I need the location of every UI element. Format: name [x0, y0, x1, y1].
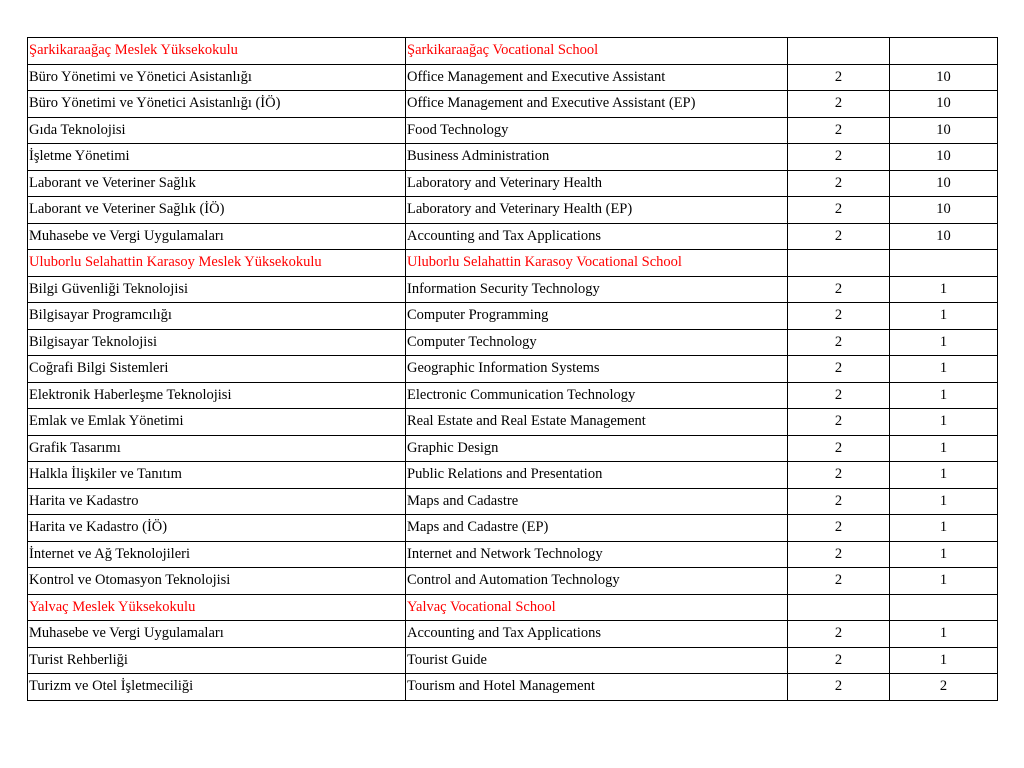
- school-name-english: Yalvaç Vocational School: [406, 594, 788, 621]
- empty-cell: [890, 38, 998, 65]
- quota-cell: 2: [890, 674, 998, 701]
- table-row: [28, 223, 998, 250]
- school-name-turkish: Uluborlu Selahattin Karasoy Meslek Yüksekokulu: [28, 250, 406, 277]
- school-name-english: Şarkikaraağaç Vocational School: [406, 38, 788, 65]
- table-row: [28, 435, 998, 462]
- duration-years-cell: 2: [788, 647, 890, 674]
- table-row: [28, 197, 998, 224]
- program-name-english: Real Estate and Real Estate Management: [406, 409, 788, 436]
- quota-cell: 1: [890, 382, 998, 409]
- quota-cell: 10: [890, 170, 998, 197]
- table-row: [28, 303, 998, 330]
- table-row: [28, 170, 998, 197]
- duration-years-cell: 2: [788, 303, 890, 330]
- program-name-turkish: İnternet ve Ağ Teknolojileri: [28, 541, 406, 568]
- program-name-english: Electronic Communication Technology: [406, 382, 788, 409]
- program-name-turkish: Muhasebe ve Vergi Uygulamaları: [28, 621, 406, 648]
- quota-cell: 10: [890, 223, 998, 250]
- program-name-english: Office Management and Executive Assistant: [406, 64, 788, 91]
- duration-years-cell: 2: [788, 197, 890, 224]
- quota-cell: 10: [890, 91, 998, 118]
- quota-cell: 10: [890, 197, 998, 224]
- program-name-turkish: Halkla İlişkiler ve Tanıtım: [28, 462, 406, 489]
- school-header-row: [28, 250, 998, 277]
- duration-years-cell: 2: [788, 64, 890, 91]
- program-quota-table: [27, 37, 998, 701]
- table-row: [28, 382, 998, 409]
- duration-years-cell: 2: [788, 674, 890, 701]
- quota-cell: 10: [890, 64, 998, 91]
- program-name-turkish: Turist Rehberliği: [28, 647, 406, 674]
- duration-years-cell: 2: [788, 276, 890, 303]
- program-name-english: Public Relations and Presentation: [406, 462, 788, 489]
- table-row: [28, 462, 998, 489]
- duration-years-cell: 2: [788, 621, 890, 648]
- table-row: [28, 117, 998, 144]
- program-name-english: Tourism and Hotel Management: [406, 674, 788, 701]
- empty-cell: [890, 250, 998, 277]
- school-name-turkish: Şarkikaraağaç Meslek Yüksekokulu: [28, 38, 406, 65]
- duration-years-cell: 2: [788, 568, 890, 595]
- school-name-english: Uluborlu Selahattin Karasoy Vocational School: [406, 250, 788, 277]
- duration-years-cell: 2: [788, 462, 890, 489]
- duration-years-cell: 2: [788, 223, 890, 250]
- program-name-turkish: Büro Yönetimi ve Yönetici Asistanlığı: [28, 64, 406, 91]
- program-name-english: Accounting and Tax Applications: [406, 223, 788, 250]
- table-row: [28, 91, 998, 118]
- program-name-turkish: Laborant ve Veteriner Sağlık: [28, 170, 406, 197]
- duration-years-cell: 2: [788, 91, 890, 118]
- table-row: [28, 64, 998, 91]
- program-name-english: Laboratory and Veterinary Health (EP): [406, 197, 788, 224]
- empty-cell: [788, 594, 890, 621]
- empty-cell: [788, 250, 890, 277]
- duration-years-cell: 2: [788, 382, 890, 409]
- duration-years-cell: 2: [788, 117, 890, 144]
- table-row: [28, 515, 998, 542]
- quota-cell: 10: [890, 144, 998, 171]
- table-row: [28, 356, 998, 383]
- duration-years-cell: 2: [788, 541, 890, 568]
- table-row: [28, 488, 998, 515]
- program-name-english: Office Management and Executive Assistant (EP): [406, 91, 788, 118]
- table-row: [28, 329, 998, 356]
- program-name-turkish: Muhasebe ve Vergi Uygulamaları: [28, 223, 406, 250]
- quota-cell: 1: [890, 647, 998, 674]
- quota-cell: 1: [890, 303, 998, 330]
- program-name-turkish: Coğrafi Bilgi Sistemleri: [28, 356, 406, 383]
- table-row: [28, 409, 998, 436]
- program-name-english: Computer Technology: [406, 329, 788, 356]
- duration-years-cell: 2: [788, 515, 890, 542]
- program-name-turkish: Laborant ve Veteriner Sağlık (İÖ): [28, 197, 406, 224]
- table-row: [28, 568, 998, 595]
- quota-cell: 1: [890, 409, 998, 436]
- program-name-turkish: Büro Yönetimi ve Yönetici Asistanlığı (İÖ): [28, 91, 406, 118]
- program-name-turkish: Elektronik Haberleşme Teknolojisi: [28, 382, 406, 409]
- duration-years-cell: 2: [788, 409, 890, 436]
- table-row: [28, 144, 998, 171]
- program-name-english: Graphic Design: [406, 435, 788, 462]
- program-name-turkish: Bilgisayar Teknolojisi: [28, 329, 406, 356]
- program-name-turkish: Bilgi Güvenliği Teknolojisi: [28, 276, 406, 303]
- empty-cell: [788, 38, 890, 65]
- quota-cell: 1: [890, 276, 998, 303]
- program-name-turkish: Bilgisayar Programcılığı: [28, 303, 406, 330]
- duration-years-cell: 2: [788, 488, 890, 515]
- program-name-english: Maps and Cadastre: [406, 488, 788, 515]
- school-name-turkish: Yalvaç Meslek Yüksekokulu: [28, 594, 406, 621]
- program-name-turkish: Gıda Teknolojisi: [28, 117, 406, 144]
- program-name-english: Control and Automation Technology: [406, 568, 788, 595]
- quota-cell: 1: [890, 435, 998, 462]
- quota-cell: 1: [890, 621, 998, 648]
- table-body: [28, 38, 998, 701]
- duration-years-cell: 2: [788, 170, 890, 197]
- document-page: [27, 37, 998, 701]
- quota-cell: 1: [890, 541, 998, 568]
- table-row: [28, 541, 998, 568]
- quota-cell: 1: [890, 462, 998, 489]
- program-name-turkish: Emlak ve Emlak Yönetimi: [28, 409, 406, 436]
- duration-years-cell: 2: [788, 329, 890, 356]
- quota-cell: 1: [890, 356, 998, 383]
- quota-cell: 1: [890, 488, 998, 515]
- table-row: [28, 674, 998, 701]
- program-name-turkish: Harita ve Kadastro: [28, 488, 406, 515]
- quota-cell: 1: [890, 329, 998, 356]
- school-header-row: [28, 38, 998, 65]
- empty-cell: [890, 594, 998, 621]
- program-name-english: Food Technology: [406, 117, 788, 144]
- program-name-turkish: Grafik Tasarımı: [28, 435, 406, 462]
- program-name-english: Laboratory and Veterinary Health: [406, 170, 788, 197]
- school-header-row: [28, 594, 998, 621]
- program-name-english: Business Administration: [406, 144, 788, 171]
- program-name-turkish: Kontrol ve Otomasyon Teknolojisi: [28, 568, 406, 595]
- table-row: [28, 276, 998, 303]
- program-name-english: Computer Programming: [406, 303, 788, 330]
- program-name-english: Maps and Cadastre (EP): [406, 515, 788, 542]
- quota-cell: 1: [890, 515, 998, 542]
- quota-cell: 1: [890, 568, 998, 595]
- program-name-english: Accounting and Tax Applications: [406, 621, 788, 648]
- program-name-turkish: Turizm ve Otel İşletmeciliği: [28, 674, 406, 701]
- program-name-english: Internet and Network Technology: [406, 541, 788, 568]
- duration-years-cell: 2: [788, 144, 890, 171]
- duration-years-cell: 2: [788, 435, 890, 462]
- quota-cell: 10: [890, 117, 998, 144]
- program-name-turkish: Harita ve Kadastro (İÖ): [28, 515, 406, 542]
- program-name-english: Information Security Technology: [406, 276, 788, 303]
- program-name-turkish: İşletme Yönetimi: [28, 144, 406, 171]
- program-name-english: Tourist Guide: [406, 647, 788, 674]
- table-row: [28, 647, 998, 674]
- table-row: [28, 621, 998, 648]
- duration-years-cell: 2: [788, 356, 890, 383]
- program-name-english: Geographic Information Systems: [406, 356, 788, 383]
